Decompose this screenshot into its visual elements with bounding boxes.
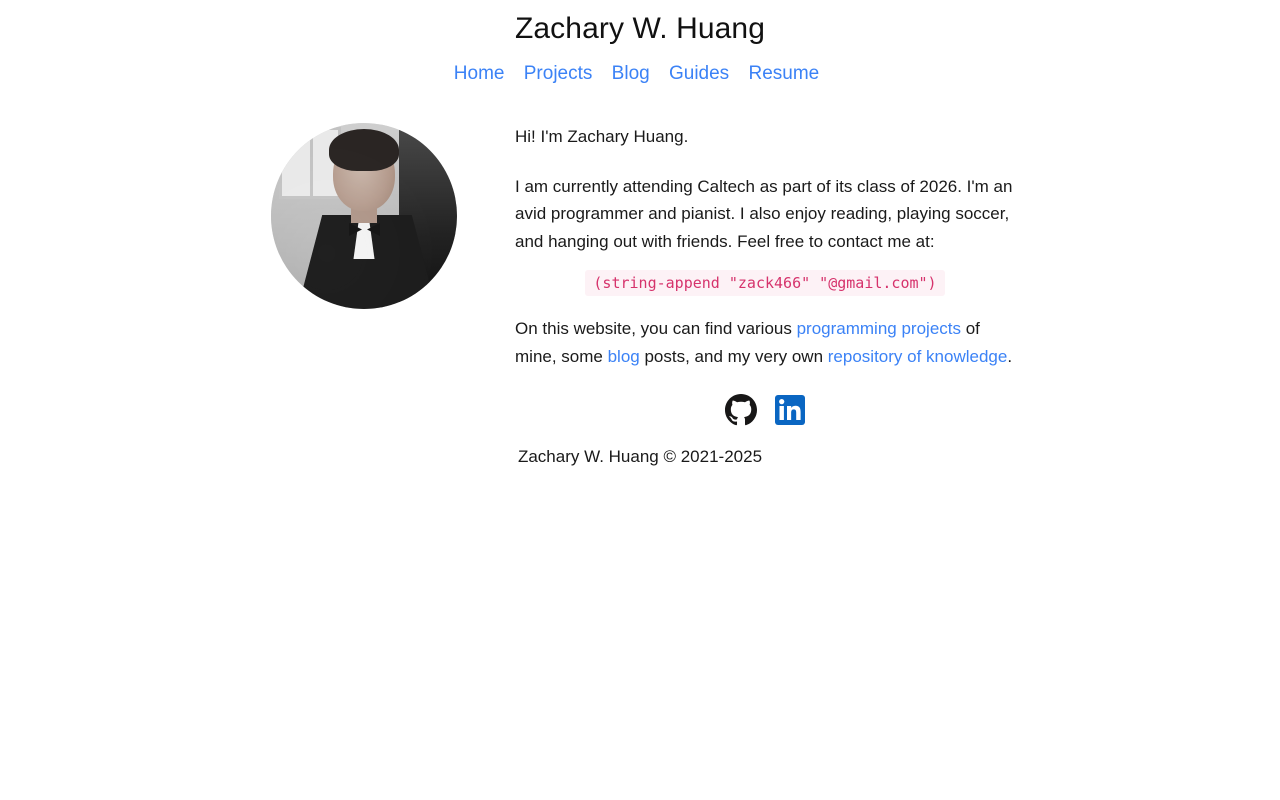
github-icon: [725, 394, 757, 426]
social-links: [515, 394, 1015, 426]
closing-part-4: .: [1007, 346, 1013, 366]
closing-part-2: of mine, some: [515, 318, 980, 366]
linkedin-icon: [774, 394, 806, 426]
text-column: [515, 123, 1015, 426]
footer-copyright: Zachary W. Huang © 2021-2025: [517, 447, 763, 467]
avatar-column: [265, 123, 515, 309]
nav-guides[interactable]: Guides: [668, 63, 730, 84]
content-area: [0, 123, 1280, 426]
page-title: Zachary W. Huang: [514, 12, 766, 45]
github-link[interactable]: [725, 394, 757, 426]
main-navigation: [0, 63, 1280, 85]
greeting-text: Hi! I'm Zachary Huang.: [515, 127, 689, 146]
email-code: (string-append "zack466" "@gmail.com"): [585, 270, 944, 296]
nav-home[interactable]: Home: [453, 63, 505, 84]
nav-blog[interactable]: Blog: [611, 63, 650, 84]
link-repository-of-knowledge[interactable]: repository of knowledge: [827, 346, 1008, 366]
bio-text: I am currently attending Caltech as part of its class of 2026. I'm an avid programmer and pianist. I also enjoy reading, playing soccer, and hanging out with friends. Feel free to contact me at:: [515, 176, 1013, 252]
closing-part-3: posts, and my very own: [639, 346, 828, 366]
nav-projects[interactable]: Projects: [523, 63, 593, 84]
link-blog[interactable]: blog: [607, 346, 640, 366]
closing-part-1: On this website, you can find various: [515, 318, 797, 338]
linkedin-link[interactable]: [774, 394, 806, 426]
link-programming-projects[interactable]: programming projects: [796, 318, 961, 338]
avatar-grain-overlay: [271, 123, 457, 309]
closing-paragraph: [515, 315, 1015, 370]
nav-resume[interactable]: Resume: [748, 63, 820, 84]
email-code-block: [515, 274, 1015, 293]
avatar: [271, 123, 457, 309]
